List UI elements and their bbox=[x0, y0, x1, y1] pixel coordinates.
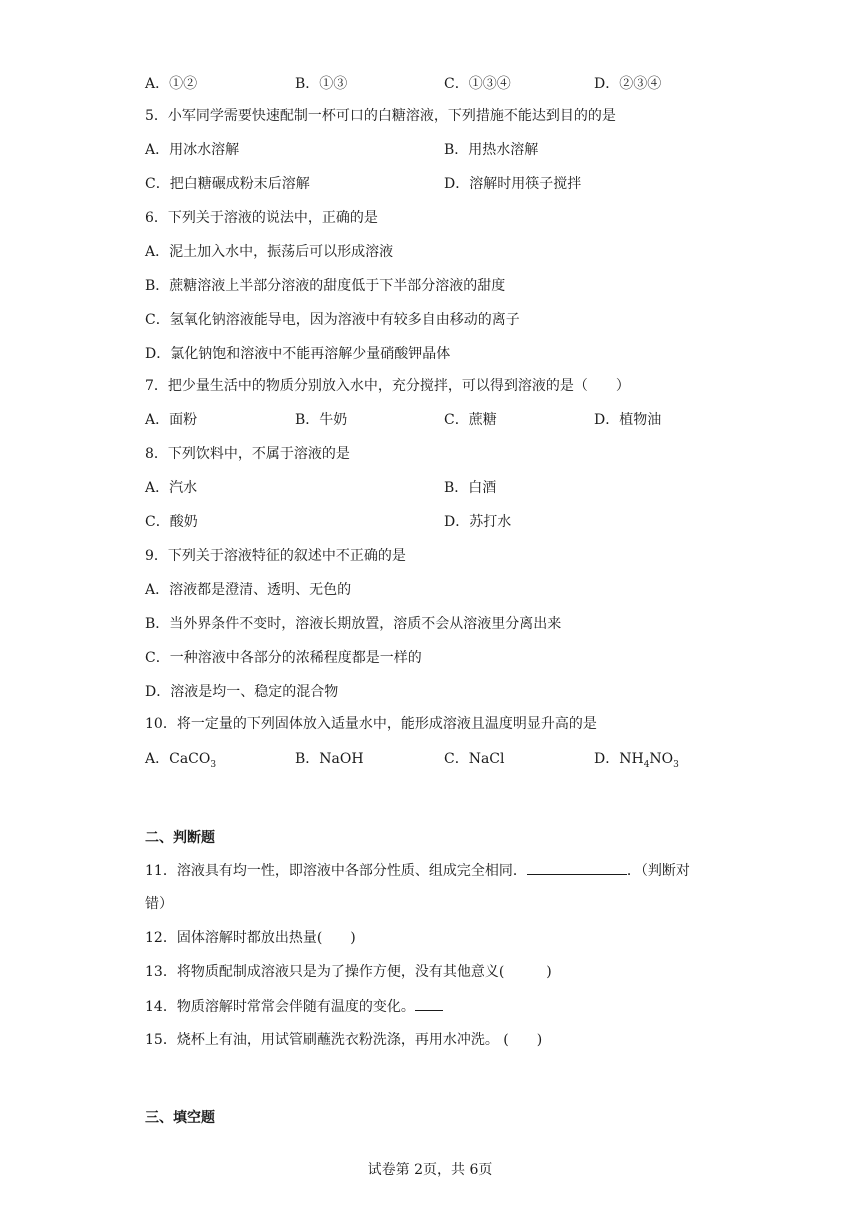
q10-option-d-tail: NO bbox=[649, 751, 674, 767]
q6-option-d[interactable]: D．氯化钠饱和溶液中不能再溶解少量硝酸钾晶体 bbox=[145, 346, 451, 362]
q10-option-c-label: C．NaCl bbox=[444, 751, 505, 767]
q10-option-b-label: B．NaOH bbox=[295, 751, 364, 767]
q9-option-c[interactable]: C．一种溶液中各部分的浓稀程度都是一样的 bbox=[145, 650, 422, 666]
q5-option-a[interactable]: A．用冰水溶解 bbox=[145, 142, 240, 158]
q7-option-d[interactable]: D．植物油 bbox=[594, 412, 662, 428]
q14-text: 14．物质溶解时常常会伴随有温度的变化。 bbox=[145, 999, 415, 1015]
q10-option-a[interactable] bbox=[145, 749, 216, 775]
q4-option-c[interactable]: C．①③④ bbox=[444, 76, 511, 92]
q6-option-a[interactable]: A．泥土加入水中，振荡后可以形成溶液 bbox=[145, 244, 394, 260]
section-heading-judgement: 二、判断题 bbox=[145, 830, 215, 846]
q9-option-a[interactable]: A．溶液都是澄清、透明、无色的 bbox=[145, 582, 352, 598]
q5-stem: 5．小军同学需要快速配制一杯可口的白糖溶液，下列措施不能达到目的的是 bbox=[145, 108, 616, 124]
q8-stem: 8．下列饮料中，不属于溶液的是 bbox=[145, 446, 350, 462]
q8-option-c[interactable]: C．酸奶 bbox=[145, 514, 198, 530]
q10-option-c[interactable] bbox=[444, 749, 505, 769]
q10-option-a-label: A．CaCO bbox=[145, 751, 211, 767]
q4-option-b[interactable]: B．①③ bbox=[295, 76, 348, 92]
q10-option-d-subscript-2: 3 bbox=[673, 759, 679, 770]
q8-option-a[interactable]: A．汽水 bbox=[145, 480, 198, 496]
q7-option-a[interactable]: A．面粉 bbox=[145, 412, 198, 428]
q15: 15．烧杯上有油，用试管刷蘸洗衣粉洗涤，再用水冲洗。 ( ) bbox=[145, 1032, 543, 1048]
q9-stem: 9．下列关于溶液特征的叙述中不正确的是 bbox=[145, 548, 406, 564]
q10-option-d-subscript-1: 4 bbox=[643, 759, 650, 770]
q9-option-d[interactable]: D．溶液是均一、稳定的混合物 bbox=[145, 684, 339, 700]
q8-option-b[interactable]: B．白酒 bbox=[444, 480, 497, 496]
q10-option-a-subscript: 3 bbox=[210, 759, 217, 770]
q11-line-1 bbox=[145, 860, 690, 881]
q10-option-b[interactable] bbox=[295, 749, 364, 769]
q7-option-b[interactable]: B．牛奶 bbox=[295, 412, 348, 428]
q10-option-d[interactable] bbox=[594, 749, 679, 775]
q12: 12．固体溶解时都放出热量( ) bbox=[145, 930, 356, 946]
q14-line bbox=[145, 996, 443, 1017]
q5-option-c[interactable]: C．把白糖碾成粉末后溶解 bbox=[145, 176, 310, 192]
q5-option-b[interactable]: B．用热水溶解 bbox=[444, 142, 539, 158]
q8-option-d[interactable]: D．苏打水 bbox=[444, 514, 512, 530]
q13: 13．将物质配制成溶液只是为了操作方便，没有其他意义( ) bbox=[145, 964, 552, 980]
q7-option-c[interactable]: C．蔗糖 bbox=[444, 412, 497, 428]
q10-stem: 10．将一定量的下列固体放入适量水中，能形成溶液且温度明显升高的是 bbox=[145, 716, 597, 732]
q9-option-b[interactable]: B．当外界条件不变时，溶液长期放置，溶质不会从溶液里分离出来 bbox=[145, 616, 562, 632]
q6-option-b[interactable]: B．蔗糖溶液上半部分溶液的甜度低于下半部分溶液的甜度 bbox=[145, 278, 506, 294]
section-heading-fill-in: 三、填空题 bbox=[145, 1110, 215, 1126]
q11-answer-blank[interactable] bbox=[527, 860, 627, 875]
q10-option-d-label: D．NH bbox=[594, 751, 644, 767]
q4-option-a[interactable]: A．①② bbox=[145, 76, 198, 92]
q11-line-2: 错） bbox=[145, 896, 173, 912]
q4-option-d[interactable]: D．②③④ bbox=[594, 76, 662, 92]
q6-stem: 6．下列关于溶液的说法中，正确的是 bbox=[145, 210, 378, 226]
q11-text-b: ．（判断对 bbox=[626, 863, 690, 879]
q7-stem: 7．把少量生活中的物质分别放入水中，充分搅拌，可以得到溶液的是（ ） bbox=[145, 378, 630, 394]
q11-text-a: 11．溶液具有均一性，即溶液中各部分性质、组成完全相同． bbox=[145, 863, 527, 879]
q6-option-c[interactable]: C．氢氧化钠溶液能导电，因为溶液中有较多自由移动的离子 bbox=[145, 312, 520, 328]
q5-option-d[interactable]: D．溶解时用筷子搅拌 bbox=[444, 176, 582, 192]
page-footer: 试卷第 2页，共 6页 bbox=[367, 1162, 493, 1178]
q14-answer-blank[interactable] bbox=[415, 996, 443, 1011]
